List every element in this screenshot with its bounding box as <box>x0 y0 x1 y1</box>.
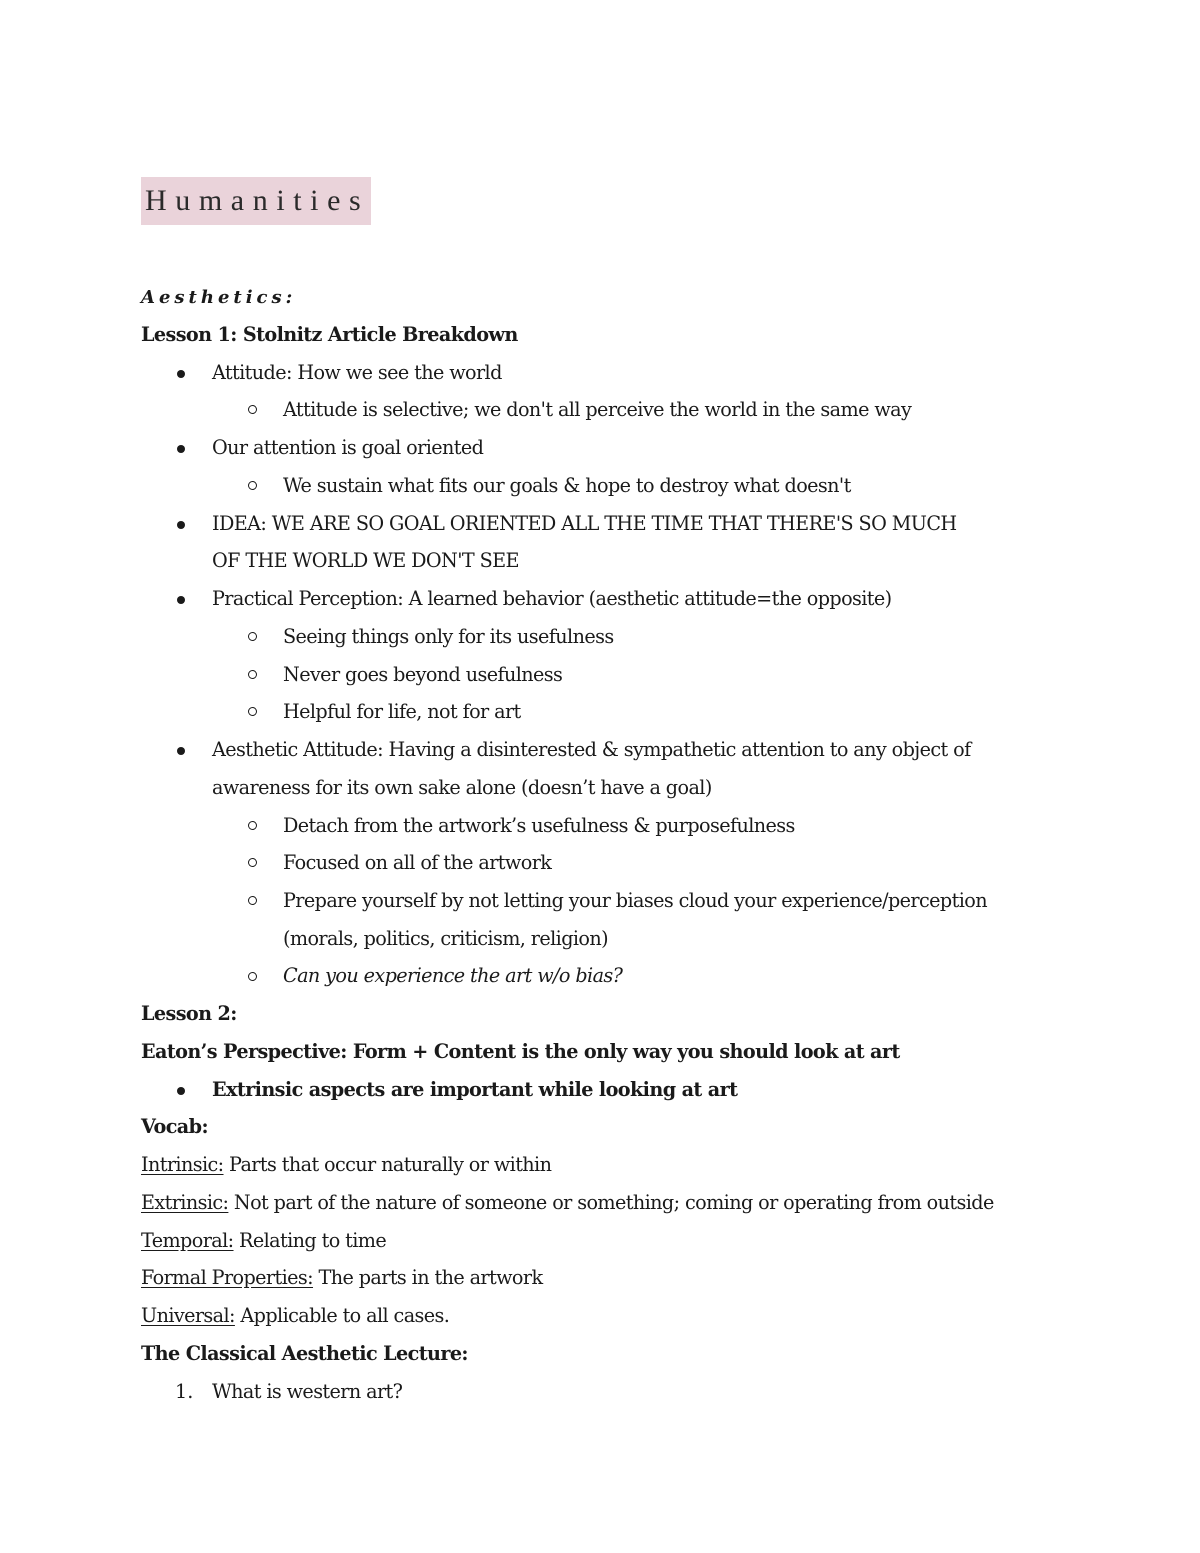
list-item: Our attention is goal oriented <box>212 436 484 459</box>
bullet-dot <box>177 1087 185 1095</box>
list-item: Extrinsic aspects are important while looking at art <box>212 1078 738 1101</box>
vocab-term: Intrinsic: <box>141 1153 224 1176</box>
bullet-dot <box>177 445 185 453</box>
vocab-entry <box>141 1190 994 1216</box>
bullet-dot <box>177 370 185 378</box>
sub-bullet-circle <box>248 405 257 414</box>
vocab-definition: Applicable to all cases. <box>234 1304 450 1327</box>
bullet-dot <box>177 747 185 755</box>
vocab-heading: Vocab: <box>141 1115 208 1138</box>
vocab-definition: Not part of the nature of someone or something; coming or operating from outside <box>228 1191 994 1214</box>
list-item: Practical Perception: A learned behavior (aesthetic attitude=the opposite) <box>212 587 892 610</box>
list-item-continuation: (morals, politics, criticism, religion) <box>283 927 609 950</box>
list-item: We sustain what fits our goals & hope to destroy what doesn't <box>283 474 851 497</box>
title-highlight <box>141 177 371 225</box>
sub-bullet-circle <box>248 481 257 490</box>
lesson2-heading: Lesson 2: <box>141 1002 237 1025</box>
list-item: Helpful for life, not for art <box>283 700 521 723</box>
vocab-entry <box>141 1152 551 1178</box>
bullet-dot <box>177 596 185 604</box>
vocab-entry <box>141 1265 543 1291</box>
list-number: 1. <box>175 1380 194 1403</box>
list-item: Attitude: How we see the world <box>212 361 502 384</box>
list-item: Never goes beyond usefulness <box>283 663 563 686</box>
sub-bullet-circle <box>248 896 257 905</box>
list-item: Prepare yourself by not letting your biases cloud your experience/perception <box>283 889 987 912</box>
vocab-term: Extrinsic: <box>141 1191 229 1214</box>
lecture-heading: The Classical Aesthetic Lecture: <box>141 1342 468 1365</box>
bullet-dot <box>177 521 185 529</box>
sub-bullet-circle <box>248 670 257 679</box>
vocab-term: Temporal: <box>141 1229 234 1252</box>
section-subheading: Aesthetics: <box>141 287 297 308</box>
vocab-definition: Relating to time <box>233 1229 387 1252</box>
list-item: Attitude is selective; we don't all perceive the world in the same way <box>283 398 912 421</box>
list-item-continuation: OF THE WORLD WE DON'T SEE <box>212 549 519 572</box>
sub-bullet-circle <box>248 972 257 981</box>
list-item: IDEA: WE ARE SO GOAL ORIENTED ALL THE TIME THAT THERE'S SO MUCH <box>212 512 957 535</box>
vocab-entry <box>141 1228 386 1254</box>
vocab-term: Universal: <box>141 1304 235 1327</box>
vocab-definition: The parts in the artwork <box>313 1266 543 1289</box>
list-item: Can you experience the art w/o bias? <box>283 964 623 987</box>
vocab-term: Formal Properties: <box>141 1266 314 1289</box>
sub-bullet-circle <box>248 821 257 830</box>
vocab-entry <box>141 1303 449 1329</box>
lesson1-heading: Lesson 1: Stolnitz Article Breakdown <box>141 323 518 346</box>
sub-bullet-circle <box>248 858 257 867</box>
sub-bullet-circle <box>248 707 257 716</box>
sub-bullet-circle <box>248 632 257 641</box>
list-item: Focused on all of the artwork <box>283 851 552 874</box>
list-item: Aesthetic Attitude: Having a disinterested & sympathetic attention to any object of <box>212 738 971 761</box>
list-item-continuation: awareness for its own sake alone (doesn’t have a goal) <box>212 776 712 799</box>
numbered-list-item: What is western art? <box>212 1380 403 1403</box>
list-item: Detach from the artwork’s usefulness & purposefulness <box>283 814 795 837</box>
document-title: Humanities <box>145 184 370 217</box>
list-item: Seeing things only for its usefulness <box>283 625 614 648</box>
eaton-heading: Eaton’s Perspective: Form + Content is the only way you should look at art <box>141 1040 900 1063</box>
vocab-definition: Parts that occur naturally or within <box>223 1153 552 1176</box>
